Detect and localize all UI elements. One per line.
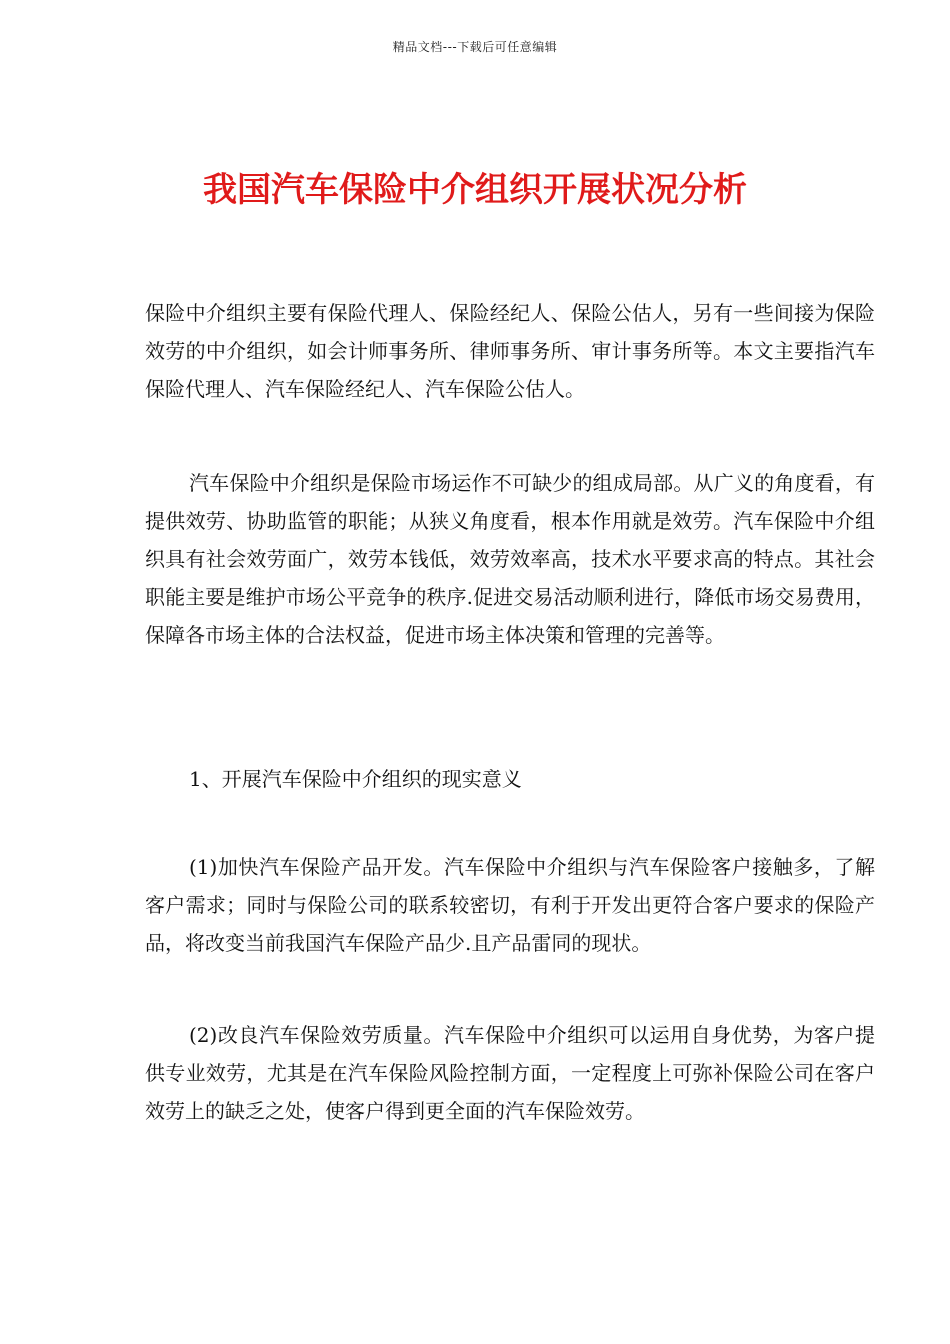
document-title: 我国汽车保险中介组织开展状况分析 xyxy=(203,170,747,210)
page-header-note: 精品文档---下载后可任意编辑 xyxy=(392,40,558,54)
paragraph-point-1: (1)加快汽车保险产品开发。汽车保险中介组织与汽车保险客户接触多，了解客户需求；同时与保险公司的联系较密切，有利于开发出更符合客户要求的保险产品，将改变当前我国汽车保险产品少.且产品雷同的现状。 xyxy=(145,855,875,955)
paragraph-point-2: (2)改良汽车保险效劳质量。汽车保险中介组织可以运用自身优势，为客户提供专业效劳，尤其是在汽车保险风险控制方面，一定程度上可弥补保险公司在客户效劳上的缺乏之处，使客户得到更全面的汽车保险效劳。 xyxy=(145,1023,875,1123)
paragraph-role: 汽车保险中介组织是保险市场运作不可缺少的组成局部。从广义的角度看，有提供效劳、协助监管的职能；从狭义角度看，根本作用就是效劳。汽车保险中介组织具有社会效劳面广，效劳本钱低，效劳效率高，技术水平要求高的特点。其社会职能主要是维护市场公平竞争的秩序.促进交易活动顺利进行，降低市场交易费用，保障各市场主体的合法权益，促进市场主体决策和管理的完善等。 xyxy=(145,471,875,647)
paragraph-intro: 保险中介组织主要有保险代理人、保险经纪人、保险公估人，另有一些间接为保险效劳的中介组织，如会计师事务所、律师事务所、审计事务所等。本文主要指汽车保险代理人、汽车保险经纪人、汽车保险公估人。 xyxy=(145,301,875,401)
section-heading: 1、开展汽车保险中介组织的现实意义 xyxy=(189,767,522,791)
